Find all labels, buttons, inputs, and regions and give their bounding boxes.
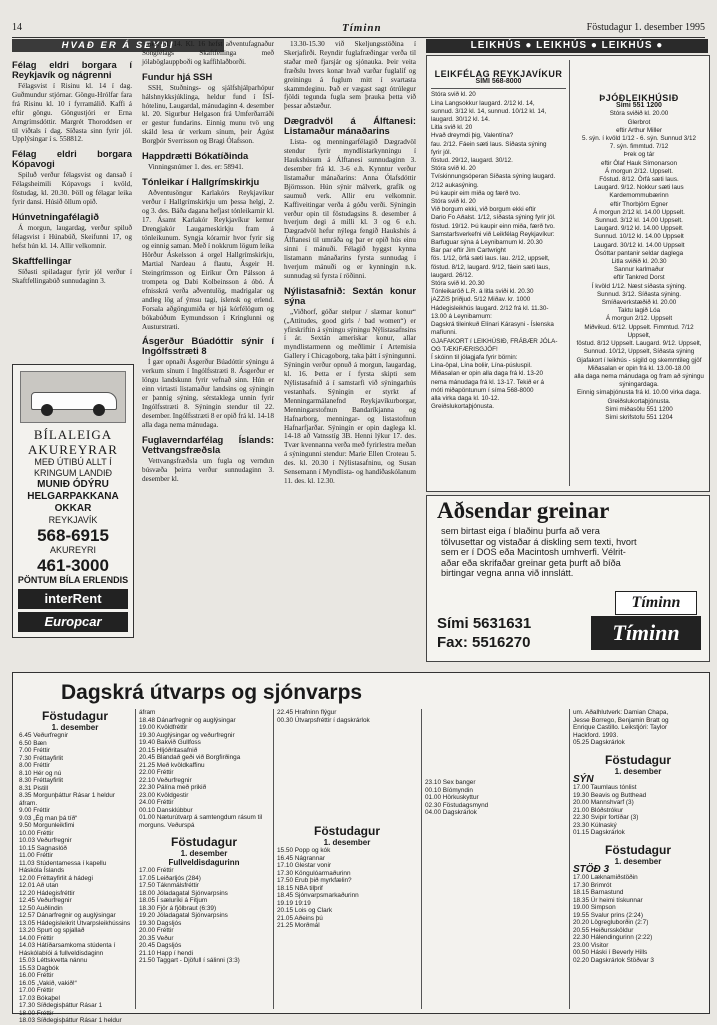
phone-akureyri: 461-3000 bbox=[37, 556, 109, 575]
list-line: Greiðslukortaþjónusta. bbox=[431, 403, 495, 411]
list-line: Laugard. 9/12. Nokkur sæti laus bbox=[594, 184, 684, 192]
list-line: föstud. 19/12. Þú kaupir einn miða, færð tvo. bbox=[431, 222, 555, 230]
list-line: 18.45 Sjónvarpsmarkaðurinn bbox=[277, 892, 359, 899]
list-line: 19.30 Dagsljós bbox=[139, 919, 182, 927]
list-line: 14.00 Fréttir bbox=[19, 934, 54, 942]
program-list bbox=[19, 732, 131, 1025]
list-line: 02.30 Föstudagsmynd bbox=[425, 801, 489, 809]
list-line: 10.03 Veðurfregnir bbox=[19, 837, 72, 844]
item-title: Fuglaverndarfélag Íslands: Vettvangsfræðsla bbox=[142, 433, 274, 455]
list-line: Kardemommubærinn bbox=[609, 192, 669, 200]
list-line: 01.15 Dagskrárlok bbox=[573, 829, 625, 836]
item-title: Dægradvöl á Álftanesi: Listamaður mánaðarins bbox=[284, 115, 416, 137]
list-line: 13.20 Spurt og spjallað bbox=[19, 927, 85, 934]
item-title: Félag eldri borgara í Reykjavík og nágrenni bbox=[12, 59, 132, 80]
list-line: 17.30 Síðdegisþáttur Rásar 1 bbox=[19, 1002, 103, 1009]
list-line: Stóra sviðið kl. 20.00 bbox=[609, 110, 669, 118]
list-line: 21.05 Aðeins þú bbox=[277, 914, 323, 922]
list-line: 11.00 Fréttir bbox=[19, 852, 53, 859]
list-line: Við borgum ekki, við borgum ekki eftir bbox=[431, 206, 536, 214]
list-line: 15.50 Popp og kók bbox=[277, 847, 331, 854]
list-line: Laugard. 30/12 kl. 14.00 Uppselt bbox=[593, 241, 685, 249]
list-line: 17.00 Fréttir bbox=[139, 867, 174, 874]
list-line: Glerbrot bbox=[627, 118, 651, 126]
list-line: 17.50 Erub þið myrkfælin? bbox=[277, 877, 352, 884]
list-line: Smíðaverkstæðið kl. 20.00 bbox=[601, 299, 677, 307]
list-line: eftir Ólaf Hauk Símonarson bbox=[601, 159, 677, 167]
ad-line: MEÐ ÚTIBÚ ALLT Í KRINGUM LANDIÐ bbox=[33, 457, 112, 478]
list-line: 20.55 Heiðurssköldur bbox=[573, 926, 634, 934]
list-line: föstud. 8/12, laugard. 9/12, fáein sæti laus, bbox=[431, 263, 551, 271]
list-line: 18.00 Jóladagatal Sjónvarpsins bbox=[139, 889, 228, 897]
list-line: OG TÆKIFÆRISGJÖF! bbox=[431, 345, 498, 353]
ad-line: AKUREYRAR bbox=[28, 442, 118, 457]
list-line: föstud. 8/12 Uppselt. Laugard. 9/12. Uppselt, bbox=[576, 340, 702, 348]
list-line: 11.03 Stúdentamessa í kapellu Háskóla Íslands bbox=[19, 859, 107, 874]
list-line: 5. sýn. í kvöld 1/12 - 6. sýn. Sunnud 3/12 bbox=[581, 135, 697, 143]
item-title: Ásgerður Búadóttir sýnir í Ingólfsstræti 8 bbox=[142, 335, 274, 357]
list-line: 00.30 Útvarpsfréttir í dagskrárlok bbox=[277, 716, 370, 724]
list-line: 18.15 Barnastund bbox=[573, 889, 624, 896]
list-line: 9.03 „Ég man þá tíð“ bbox=[19, 814, 78, 822]
thjod-phone: Sími 551 1200 bbox=[616, 102, 662, 110]
ad-line: MUNIÐ ÓDÝRU HELGARPAKKANA OKKAR bbox=[27, 479, 119, 514]
list-line: 20.20 Lögregluborðin (2:7) bbox=[573, 919, 649, 926]
list-line: Í kvöld 1/12. Næst síðasta sýning. bbox=[591, 282, 687, 290]
list-line: 16.00 Fréttir bbox=[19, 972, 54, 979]
lr-name: LEIKFÉLAG REYKJAVÍKUR bbox=[434, 69, 563, 79]
timinn-logo-large: Tíminn bbox=[591, 616, 701, 650]
date-heading: 1. desember bbox=[323, 838, 371, 847]
list-line: Þú kaupir eim miða og færð tvo. bbox=[431, 189, 521, 197]
list-line: 17.00 Fréttir bbox=[19, 987, 54, 994]
list-line: 23.00 Visitor bbox=[573, 941, 609, 949]
list-line: Dario Fo Aðalst. 1/12, síðasta sýning fyrir jól. bbox=[431, 214, 556, 222]
list-line: 12.45 Veðurfregnir bbox=[19, 897, 72, 904]
item-text: 13.30-15.30 við Skeljungsstöðina í Skerjafirði. Reyndir fuglafræðingar verða til staðar með fjarsjár og sjónauka. Þeir veita fræðslu hvers konar hvað varðar fuglalíf og greiningu á fuglum mitt í svartasta skammdeginu. Það er vægast sagt ótrúlegur fjöldi tegunda fugla sem þrauka þetta við þessar aðstæður. bbox=[284, 40, 416, 111]
list-line: jAZZiS þriðjud. 5/12 Miðav. kr. 1000 bbox=[431, 296, 531, 304]
list-line: eftir Arthur Miller bbox=[616, 126, 662, 134]
list-line: móti miðapöntunum í síma 568-8000 bbox=[431, 386, 534, 394]
list-line: sýningardaga. bbox=[619, 381, 659, 389]
list-line: Sunnud. 3/12 kl. 14.00 Uppselt. bbox=[595, 217, 683, 225]
timinn-logo: Tíminn bbox=[615, 591, 697, 615]
list-line: Litla sviðið kl. 20.30 bbox=[611, 258, 667, 266]
list-line: Hádegisleikhús laugard. 2/12 frá kl. 11.30- bbox=[431, 304, 549, 312]
list-line: Sunnud. 3/12. Síðasta sýning. bbox=[596, 290, 682, 298]
list-line: Litla svið kl. 20 bbox=[431, 124, 473, 132]
list-line: 23.30 Kúlnaský bbox=[573, 821, 617, 829]
list-line: 01.00 Næturútvarp á samtengdum rásum til morguns. Veðurspá bbox=[139, 814, 263, 829]
day-heading: Föstudagur bbox=[171, 835, 237, 849]
list-line: 22.45 Hrafninn flýgur bbox=[277, 709, 337, 716]
list-line: 21.25 Með kvöldkaffinu bbox=[139, 761, 205, 769]
events-column-3 bbox=[284, 40, 416, 665]
list-line: Sannur karlmaður bbox=[613, 266, 665, 274]
date-heading: 1. desember bbox=[614, 856, 662, 866]
list-line: 21.00 Blóðstrókur bbox=[573, 806, 624, 814]
item-text: Síðasti spiladagur fyrir jól verður í Skaftfellingabúð sunnudaginn 3. bbox=[12, 267, 132, 285]
list-line: sunnud. 3/12 kl. 14, sunnud. 10/12 kl. 14, bbox=[431, 107, 547, 115]
events-column-2 bbox=[142, 40, 274, 665]
list-line: 17.50 Táknmálsfréttir bbox=[139, 882, 199, 889]
list-line: 17.30 Brimrót bbox=[573, 881, 612, 889]
list-line: 18.03 Síðdegisþáttur Rásar 1 heldur bbox=[19, 1017, 122, 1024]
list-line: 18.05 Í sæluríki á Fitjum bbox=[139, 897, 208, 904]
list-line: 8.35 Morgunþáttur Rásar 1 heldur áfram. bbox=[19, 792, 115, 807]
stod2-column-cont bbox=[425, 709, 565, 1009]
list-line: 17.03 Bókaþel bbox=[19, 994, 60, 1002]
ad-title: Aðsendar greinar bbox=[437, 498, 610, 523]
list-line: 05.25 Dagskrárlok bbox=[573, 739, 625, 746]
broadcast-schedule bbox=[12, 672, 710, 1024]
day-heading: Föstudagur bbox=[605, 752, 671, 767]
item-title: Tónleikar í Hallgrímskirkju bbox=[142, 175, 260, 187]
list-line: 12.01 Að utan bbox=[19, 882, 59, 889]
list-line: 00.10 Bíómyndin bbox=[425, 786, 473, 794]
list-line: 8.31 Pistill bbox=[19, 784, 49, 792]
schedule-title: Dagskrá útvarps og sjónvarps bbox=[61, 681, 363, 704]
list-line: Á morgun 2/12 kl. 14.00 Uppselt. bbox=[593, 208, 685, 216]
list-line: 8.30 Fréttayfirlit bbox=[19, 777, 64, 784]
list-line: 24.00 Fréttir bbox=[139, 799, 174, 806]
list-line: eftir Thorbjörn Egner bbox=[610, 200, 668, 208]
list-line: 15.03 Léttskvetta nánnu bbox=[19, 957, 88, 964]
list-line: Miðvikud. 6/12. Uppselt. Fimmtud. 7/12 Uppselt, bbox=[584, 323, 694, 339]
list-line: 00.50 Háski í Beverly Hills bbox=[573, 949, 648, 956]
list-line: fös. 1/12, örfá sæti laus. lau. 2/12, uppselt, bbox=[431, 255, 550, 263]
list-line: 10.00 Fréttir bbox=[19, 829, 54, 837]
day-heading: Föstudagur bbox=[42, 709, 108, 723]
theatre-banner: LEIKHÚS ● LEIKHÚS ● LEIKHÚS ● bbox=[426, 39, 708, 53]
list-line: Stóra svið kl. 20 bbox=[431, 91, 476, 99]
list-line: Miðasalan er opin frá kl. 13.00-18.00 bbox=[587, 364, 691, 372]
program-list bbox=[139, 867, 269, 965]
lr-listings bbox=[431, 56, 566, 488]
item-text: des. kl. 14. Kl. 16 hefst aðventufagnaður Söngfélags Skaftfellinga með jólaböglauppboði og kaffihlaðborði. bbox=[142, 40, 274, 66]
syn-stod3-column bbox=[573, 709, 703, 1009]
thjod-listings bbox=[573, 56, 705, 488]
theatre-listings bbox=[426, 55, 710, 492]
list-line: 17.10 Glestar vonir bbox=[277, 862, 331, 869]
list-line: Enrique Castillo. Leikstjóri: Taylor bbox=[573, 724, 668, 731]
list-line: 21.10 Happ í hendi bbox=[139, 949, 194, 957]
list-line: Bar par eftir Jim Cartwright bbox=[431, 247, 506, 255]
list-line: 01.00 Hörkuskyttur bbox=[425, 794, 479, 801]
thjod-name: ÞJÓÐLEIKHÚSIÐ bbox=[599, 93, 679, 103]
list-line: 7. sýn. fimmtud. 7/12 bbox=[609, 143, 669, 151]
list-line: 8.10 Hér og nú bbox=[19, 769, 62, 777]
section-banner: HVAÐ ER Á SEYÐI bbox=[12, 39, 224, 52]
car-photo bbox=[20, 371, 126, 423]
syn-logo: SÝN bbox=[573, 773, 594, 785]
list-line: 19.30 Beavis og Butthead bbox=[573, 791, 647, 799]
item-text: Vinningsnúmer 1. des. er: 58941. bbox=[148, 163, 244, 172]
list-line: Sími skrifstofu 551 1204 bbox=[605, 413, 673, 421]
item-text: Félagsvist í Risinu kl. 14 í dag. Guðmundur stjórnar. Göngu-Hrólfar fara frá Risinu kl. 10 í fyrramálið. Kaffi á eftir göngu. Göngustjóri er Erna Arngrímsdóttir. Margrét Thoroddsen er til viðtals í dag. Síðasta sinn fyrir jól. Upplýsingar í s. 558812. bbox=[12, 82, 132, 144]
list-line: Sími miðasölu 551 1200 bbox=[605, 405, 673, 413]
date-heading: 1. desember bbox=[180, 849, 228, 858]
list-line: Hvað dreymdi þig, Valentína? bbox=[431, 132, 514, 140]
list-line: 12.20 Hádegisfréttir bbox=[19, 889, 75, 897]
list-line: 20.00 Mannshvarf (3) bbox=[573, 799, 634, 806]
list-line: 16.45 Nágrannar bbox=[277, 854, 325, 862]
list-line: 13.05 Hádegisleikrit Útvarpsleikhússins bbox=[19, 919, 131, 927]
list-line: 17.05 Leiðarljós (284) bbox=[139, 874, 201, 882]
item-title: Nýlistasafnið: Sextán konur sýna bbox=[284, 284, 416, 306]
ruv-tv-column bbox=[139, 709, 269, 1009]
item-title: Skaftfellingar bbox=[12, 254, 72, 266]
list-line: 7.00 Fréttir bbox=[19, 747, 50, 754]
list-line: 18.30 Fjör á fjölbraut (6:39) bbox=[139, 904, 217, 912]
date-heading: 1. desember bbox=[614, 766, 662, 776]
list-line: 04.00 Dagskrárlok bbox=[425, 809, 477, 816]
list-line: Tvískinnungsóperan Síðasta sýning laugard. bbox=[431, 173, 556, 181]
item-title: Félag eldri borgara Kópavogi bbox=[12, 148, 132, 170]
thjod-lines bbox=[573, 110, 705, 422]
stod3-logo: STÖÐ 3 bbox=[573, 863, 610, 875]
list-line: 22.30 Hálendingurinn (2:22) bbox=[573, 934, 653, 941]
item-text: Spiluð verður félagsvist og dansað í Félagsheimili Kópavogs í kvöld, föstudag, kl. 20.30. Þöll og félagar leika fyrir dansi. Húsið öllum opið. bbox=[12, 171, 132, 207]
list-line: Lína Langsokkur laugard. 2/12 kl. 14, bbox=[431, 99, 535, 107]
list-line: alla daga nema mánudaga og fram að sýningu bbox=[574, 372, 704, 380]
phone-reykjavik: 568-6915 bbox=[37, 526, 109, 545]
list-line: Gjafakort í leikhús - sígild og skemmtileg gjöf bbox=[576, 356, 702, 364]
item-text: SSH, Stuðnings- og sjálfshjálparhópur hálshnykksjúklinga, heldur fund í ÍSÍ-hótelinu, Laugardal, mánudaginn 4. desember kl. 20. Sigurbur Helgason frá Umferðarráði er gestur fundarins. Einnig munu tvö ung skáld lesa úr verkum sínum, þeir Ágúst Borgþór Sverrisson og Bragi Ólafsson. bbox=[142, 83, 274, 146]
ruv-radio-column bbox=[19, 709, 131, 1024]
list-line: Ósóttar pantanir seldar daglega bbox=[594, 249, 684, 257]
list-line: Stóra svið kl. 20 bbox=[431, 165, 476, 173]
list-line: Föstud. 8/12. Örfá sæti laus. bbox=[599, 176, 679, 184]
list-line: Laugard. 9/12 kl. 14.00 Uppselt. bbox=[594, 225, 684, 233]
list-line: 12.00 Fréttayfirlit á hádegi bbox=[19, 874, 93, 882]
stod2-column bbox=[277, 709, 417, 1009]
list-line: 9.00 Fréttir bbox=[19, 807, 50, 814]
list-line: 23.00 Kvöldgestir bbox=[139, 791, 189, 799]
list-line: 19.20 Jóladagatal Sjónvarpsins bbox=[139, 912, 228, 919]
list-line: 9.50 Morgunleikfimi bbox=[19, 822, 75, 829]
phone: Sími 5631631 bbox=[437, 615, 532, 632]
list-line: 17.30 Köngulóarmaðurinn bbox=[277, 869, 351, 877]
submitted-articles-ad bbox=[426, 495, 710, 662]
list-line: Þrek og tár bbox=[623, 151, 655, 159]
list-line: áfram bbox=[139, 709, 156, 716]
list-line: Tónleikaröð L.R. á litla sviði kl. 20.30 bbox=[431, 288, 534, 296]
list-line: 15.53 Dagbók bbox=[19, 964, 59, 972]
list-line: Hackford. 1993. bbox=[573, 731, 619, 739]
events-column-1 bbox=[12, 55, 132, 360]
list-line: 2/12 aukasýning. bbox=[431, 181, 479, 189]
list-line: föstud. 29/12, laugard. 30/12. bbox=[431, 157, 513, 165]
list-line: 22.10 Veðurfregnir bbox=[139, 776, 192, 784]
list-line: Stóra svið kl. 20.30 bbox=[431, 280, 485, 288]
europcar-logo: Europcar bbox=[18, 612, 128, 632]
list-line: 6.45 Veðurfregnir bbox=[19, 732, 69, 739]
lr-lines bbox=[431, 91, 566, 411]
subtitle: Fullveldisdagurinn bbox=[168, 858, 240, 867]
header-rule bbox=[12, 37, 705, 38]
program-list bbox=[573, 874, 703, 964]
page-header bbox=[12, 22, 705, 36]
list-line: Sunnud. 10/12 kl. 14.00 Uppselt bbox=[594, 233, 684, 241]
list-line: fyrir jól. bbox=[431, 148, 452, 156]
program-list bbox=[277, 709, 417, 724]
issue-date: Föstudagur 1. desember 1995 bbox=[586, 22, 705, 33]
list-line: Á morgun 2/12. Uppselt. bbox=[605, 167, 673, 175]
list-line: 17.00 Læknamiðstöðin bbox=[573, 874, 638, 881]
list-line: Lína-öpal, Lína boliir, Lína-púsluspil. bbox=[431, 362, 532, 370]
list-line: GJAFAKORT í LEIKHÚSIÐ, FRÁBÆR JÓLA- bbox=[431, 337, 558, 345]
item-text: Í gær opnaði Ásgerður Búadóttir sýningu á verkum sínum í Ingólfsstræti 8. Ásgerður er löngu landskunn fyrir vefnað sinn. Hún er einn virtasti listamaður landsins og sýningin er þannig sýning, sérstaklega unnin fyrir Ingólfsstræti 8. Sýningin stendur til 22. desember. Ingólfsstræti 8 er opið frá kl. 14-18 alla daga nema mánudaga. bbox=[142, 358, 274, 429]
program-list bbox=[277, 847, 417, 930]
list-line: 20.15 Lois og Clark bbox=[277, 907, 333, 914]
ad-line: PÖNTUM BÍLA ERLENDIS bbox=[17, 575, 129, 585]
item-text: Lista- og menningarfélagið Dægradvöl stendur fyrir myndlistarkynningu í Haukshúsum á Álftanesi sunnudaginn 3. desember frá kl. 3-6 e.h. Kynntur verður listamaður mánaðarins: Anna Ólafsdóttir Björnsson. Hún sýnir málverk, grafík og saumuð verk. Allir eru velkomnir. Kaffiveitingar verða á góðu verði. Sýningin verður opin til föstudagsins 8. desember á hverjum degi á milli kl. 3 og 6 e.h. Dægradvöl hefur nýlega fengið Haukshús á Álftanesi til umráða og þar er opið hús einu sinni í mánuði. Félagið hyggst kynna listamann mánaðarins fyrsta sunnudag í hverjum mánuði og er kynningin n.k. sunnudag sú fyrsta í röðinni. bbox=[284, 138, 416, 280]
list-line: 19.19 19:19 bbox=[277, 899, 311, 907]
list-line: Einnig símaþjónusta frá kl. 10.00 virka daga. bbox=[577, 389, 701, 397]
date-heading: 1. desember bbox=[51, 723, 99, 732]
masthead-logo: Tíminn bbox=[342, 22, 382, 34]
list-line: 19.30 Auglýsingar og veðurfregnir bbox=[139, 731, 235, 739]
list-line: Stóra svið kl. 20 bbox=[431, 198, 476, 206]
item-text: Vettvangsfræðsla um fugla og verndun búsvæða þeirra verður sunnudaginn 3. desember kl. bbox=[142, 456, 274, 483]
day-heading: Föstudagur bbox=[605, 842, 671, 857]
list-line: 18.48 Dánarfregnir og auglýsingar bbox=[139, 716, 236, 724]
ad-line: BÍLALEIGA bbox=[33, 427, 113, 442]
item-title: Fundur hjá SSH bbox=[142, 70, 213, 82]
list-line: 7.30 Fréttayfirlit bbox=[19, 754, 64, 762]
list-line: 14.03 Hátíðarsamkoma stúdenta í Háskólabíói á fullveldisdaginn bbox=[19, 942, 116, 957]
list-line: 22.30 Svipir fortíðar (3) bbox=[573, 814, 639, 821]
list-line: 19.40 Bakvið Gullfoss bbox=[139, 739, 201, 746]
list-line: 6.50 Bæn bbox=[19, 739, 47, 747]
contact-block bbox=[437, 614, 531, 652]
list-line: um. Aðalhlutverk: Damian Chapa, bbox=[573, 709, 669, 716]
list-line: 20.35 Veður bbox=[139, 934, 174, 942]
list-line: 22.00 Fréttir bbox=[139, 769, 174, 776]
list-line: 8.00 Fréttir bbox=[19, 762, 50, 769]
item-title: Húnvetningafélagið bbox=[12, 210, 99, 222]
list-line: Á morgun 2/12. Uppselt bbox=[605, 315, 673, 323]
list-line: 13.00 á Leynibarnum: bbox=[431, 312, 492, 320]
program-list bbox=[573, 784, 703, 837]
program-list bbox=[139, 709, 269, 829]
list-line: 18.35 Úr heimi tískunnar bbox=[573, 896, 643, 904]
page-number: 14 bbox=[12, 22, 22, 33]
list-line: 21.50 Taggart - Djöfull í sálinni (3:3) bbox=[139, 957, 240, 964]
list-line: fau. 2/12. Fáein sæti laus. Síðasta sýning bbox=[431, 140, 547, 148]
ad-text: sem birtast eiga í blaðinu þurfa að vera tölvusettar og vistaðar á diskling sem texti, hvort sem er í DOS eða Macintosh umhverfi. Vélritaðar eða skrifaðar greinar geta þurft að bíða birtingar vegna anna við innslátt. bbox=[441, 526, 637, 579]
list-line: Barfuguar sýna á Leynibarnum kl. 20.30 bbox=[431, 239, 543, 247]
divider bbox=[569, 60, 570, 486]
list-line: laugard. 30/12 kl. 14. bbox=[431, 116, 490, 124]
day-heading: Föstudagur bbox=[314, 824, 380, 838]
list-line: laugard. 26/12. bbox=[431, 271, 474, 279]
list-line: mafíunni. bbox=[431, 329, 457, 337]
list-line: nema mánudaga frá kl. 13-17. Tekið er á bbox=[431, 378, 544, 386]
list-line: 19.00 Simpson bbox=[573, 904, 616, 911]
list-line: alla virka daga kl. 10-12. bbox=[431, 394, 500, 402]
list-line: 00.10 Dansklúbbur bbox=[139, 806, 193, 814]
lr-phone: SÍMI 568-8000 bbox=[475, 78, 522, 86]
list-line: Dagskrá tileinkuð Elínari Kárasyni - Íslenska bbox=[431, 321, 554, 329]
list-line: 17.00 Taumlaus tónlist bbox=[573, 784, 637, 791]
list-line: Greiðslukortaþjónusta. bbox=[607, 397, 671, 405]
list-line: 10.15 Sagnaslóð bbox=[19, 844, 67, 852]
item-text: Aðventusöngur Karlakórs Reykjavíkur verður í Hallgrímskirkju um þessa helgi, 2. og 3. des. Báða dagana hefjast tónleikarnir kl. 17. Ásamt Karlakór Reykjavíkur kemur Drengjakór Laugarneskirkju fram á tónleikunum. Syngja kórarnir hvor fyrir sig og einnig saman. Með í nokkrum lögum leika Hörður Áskelsson á orgel Hallgrímskirkju, Martial Nardeau á flautu, Ásgeir H. Steingrímsson og Eiríkur Örn Pálsson á trompeta og Dabi Kolbeinsson á óbó. Á efnisskrá verða aðventulög, madrigalar og andleg lög af ýmsu tagi, íslensk og erlend. Forsala aðgöngumiða er hjá kórfélögum og bókabúðum Eymundsson í Kringlunni og Austurstræti. bbox=[142, 188, 274, 331]
ad-line: AKUREYRI bbox=[49, 545, 96, 555]
list-line: Sunnud. 10/12, Uppselt, Síðasta sýning bbox=[583, 348, 695, 356]
list-line: 02.20 Dagskrárlok Stöðvar 3 bbox=[573, 956, 654, 964]
list-line: 19.00 Kvöldfréttir bbox=[139, 724, 188, 731]
fax: Fax: 5516270 bbox=[437, 634, 531, 651]
list-line: 16.05 „Vakið, vakið!“ bbox=[19, 979, 77, 987]
ad-line: REYKJAVÍK bbox=[48, 515, 98, 525]
list-line: 20.15 Hljóðritasafnið bbox=[139, 746, 198, 754]
car-rental-ad bbox=[12, 364, 134, 638]
list-line: 20.45 Dagsljós bbox=[139, 942, 182, 949]
list-line: 22.30 Pálína með prikið bbox=[139, 784, 207, 791]
list-line: Jesse Borrego, Benjamin Bratt og bbox=[573, 716, 669, 724]
list-line: Samstarfsverkefni við Leikfélag Reykjavíkur: bbox=[431, 230, 555, 238]
list-line: 19.55 Svalur prins (2:24) bbox=[573, 911, 643, 919]
list-line: 18.15 NBA tilþrif bbox=[277, 884, 323, 892]
interrent-logo: interRent bbox=[18, 589, 128, 609]
list-line: 23.10 Sex banger bbox=[425, 779, 476, 786]
list-line: Taktu lagið Lóa bbox=[617, 307, 661, 315]
program-list bbox=[573, 709, 703, 747]
program-list bbox=[425, 779, 565, 817]
list-line: 20.45 Blandað geði við Borgfirðinga bbox=[139, 754, 241, 761]
list-line: 21.25 Morðmál bbox=[277, 922, 320, 929]
list-line: eftir Tankred Dorst bbox=[613, 274, 665, 282]
list-line: 20.00 Fréttir bbox=[139, 927, 174, 934]
item-text: „Viðhorf, góðar stelpur / slæmar konur“ („Attitudes, good girls / bad women“) er yfirskriftin á sýningu sýningu Nýlistasafnsins í ár. Sextán amerískar konur, allar myndlistarmenn og meðlimir í Artemisia Gallery í Chicagoborg, taka þátt í sýningunni. Sýningin verður opnuð á morgun, laugardag, kl. 16. Þetta er í fyrsta skipti sem Nýlistasafnið á í samstarfi við sýningarhús vestanhafs. Sýningin er styrkt af Menningarmálanefnd Reykjavíkurborgar, Menningarstofnun Bandaríkjanna og Hafnarborg, menningar- og listastofnun Hafnarfjarðar. Sýningin er opin daglega kl. 14-18 að Vatnsstíg 3B. Henni lýkur 17. des. Tvær kvennanna verða með fyrirlestra meðan á sýningunni stendur: Marie Ellen Croteau 5. des. kl. 20.30 í Nýlistasafninu, og Susan Sensemann í Myndlista- og handíðaskólanum 11. des. kl. 12.30. bbox=[284, 307, 416, 485]
list-line: 12.57 Dánarfregnir og auglýsingar bbox=[19, 912, 116, 919]
item-text: Á morgun, laugardag, verður spiluð félagsvist í Húnabúð, Skeifunni 17, og hefst hún kl. 14. Allir velkomnir. bbox=[12, 223, 132, 250]
list-line: Í skóinn til jólagjafa fyrir börnin: bbox=[431, 353, 518, 361]
list-line: 18.00 Fréttir bbox=[19, 1009, 54, 1017]
item-title: Happdrætti Bókatíðinda bbox=[142, 150, 249, 162]
list-line: Miðasalan er opin alla daga frá kl. 13-20 bbox=[431, 370, 544, 378]
list-line: 12.50 Auðlindin bbox=[19, 904, 63, 912]
